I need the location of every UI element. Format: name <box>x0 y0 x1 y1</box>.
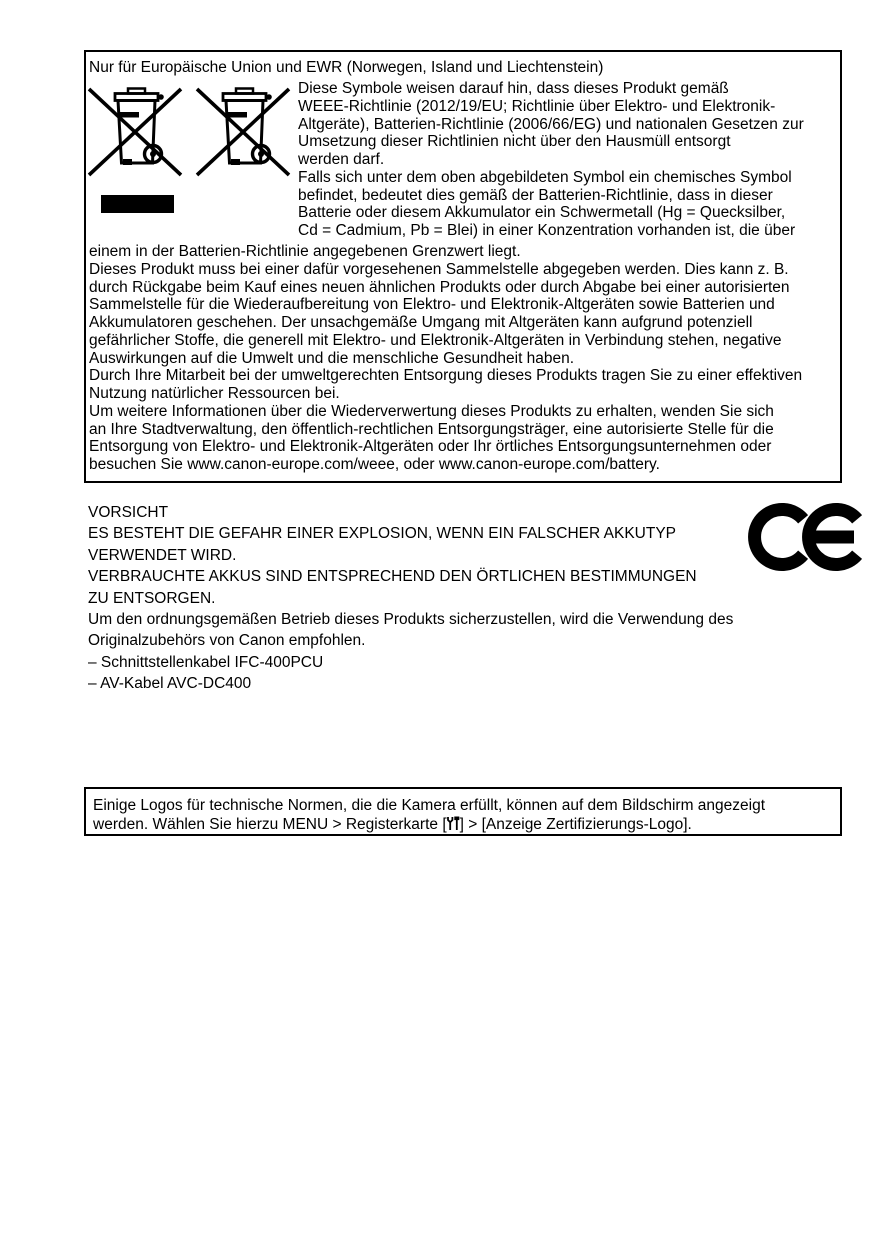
text-line: Batterie oder diesem Akkumulator ein Schwermetall (Hg = Quecksilber, <box>298 204 786 222</box>
setup-tab-wrench-and-hammer-icon <box>447 816 460 831</box>
text-line: WEEE-Richtlinie (2012/19/EU; Richtlinie über Elektro- und Elektronik- <box>298 97 776 115</box>
logos-note-line2-suffix: ] > [Anzeige Zertifizierungs-Logo]. <box>459 815 692 833</box>
text-line: Nutzung natürlicher Ressourcen bei. <box>89 385 340 402</box>
notice-title: Nur für Europäische Union und EWR (Norwegen, Island und Liechtenstein) <box>89 59 604 76</box>
text-line: gefährlicher Stoffe, die generell mit Elektro- und Elektronik-Altgeräten in Verbindung stehen, negative <box>89 331 782 349</box>
text-line: an Ihre Stadtverwaltung, den öffentlich-rechtlichen Entsorgungsträger, eine autorisierte Stelle für die <box>89 420 774 438</box>
text-line: durch Rückgabe beim Kauf eines neuen ähnlichen Produkts oder durch Abgabe bei einer autorisierten <box>89 278 790 296</box>
ce-mark-icon <box>748 500 868 574</box>
logos-note-line2 <box>93 816 840 835</box>
text-line: einem in der Batterien-Richtlinie angegebenen Grenzwert liegt. <box>89 243 521 260</box>
weee-crossed-bin-icon <box>87 87 183 177</box>
text-line: Um den ordnungsgemäßen Betrieb dieses Produkts sicherzustellen, wird die Verwendung des <box>88 611 734 629</box>
text-line: VERWENDET WIRD. <box>88 546 237 564</box>
text-line: Umsetzung dieser Richtlinien nicht über den Hausmüll entsorgt <box>298 133 731 151</box>
text-line: Akkumulatoren geschehen. Der unsachgemäße Umgang mit Altgeräten kann aufgrund potenziell <box>89 314 753 331</box>
text-line: Falls sich unter dem oben abgebildeten Symbol ein chemisches Symbol <box>298 168 792 186</box>
logos-note-line1: Einige Logos für technische Normen, die die Kamera erfüllt, können auf dem Bildschirm angezeigt <box>93 797 766 814</box>
text-line: Entsorgung von Elektro- und Elektronik-Altgeräten oder Ihr örtliches Entsorgungsunternehmen oder <box>89 438 772 456</box>
text-line: Altgeräte), Batterien-Richtlinie (2006/66/EG) und nationalen Gesetzen zur <box>298 115 804 133</box>
notice-right-column <box>298 80 804 240</box>
text-line: ES BESTEHT DIE GEFAHR EINER EXPLOSION, WENN EIN FALSCHER AKKUTYP <box>88 525 676 543</box>
text-line: werden darf. <box>298 151 385 168</box>
text-line: – AV-Kabel AVC-DC400 <box>88 675 252 693</box>
caution-section <box>88 502 733 695</box>
logos-note-line2-prefix: werden. Wählen Sie hierzu MENU > Registerkarte [ <box>93 815 447 833</box>
text-line: VERBRAUCHTE AKKUS SIND ENTSPRECHEND DEN ÖRTLICHEN BESTIMMUNGEN <box>88 568 697 586</box>
disposal-symbols <box>86 52 298 242</box>
chemical-symbol-bar-icon <box>101 195 174 213</box>
text-line: – Schnittstellenkabel IFC-400PCU <box>88 653 324 671</box>
text-line: Originalzubehörs von Canon empfohlen. <box>88 632 366 650</box>
battery-crossed-bin-icon <box>195 87 291 177</box>
text-line: Dieses Produkt muss bei einer dafür vorgesehenen Sammelstelle abgegeben werden. Dies kann z. B. <box>89 260 789 278</box>
text-line: Sammelstelle für die Wiederaufbereitung von Elektro- und Elektronik-Altgeräten sowie Batterien und <box>89 296 775 314</box>
text-line: Auswirkungen auf die Umwelt und die menschliche Gesundheit haben. <box>89 349 575 367</box>
text-line: Durch Ihre Mitarbeit bei der umweltgerechten Entsorgung dieses Produkts tragen Sie zu einer effektiven <box>89 367 803 385</box>
eu-notice-box <box>84 50 842 483</box>
text-line: Cd = Cadmium, Pb = Blei) in einer Konzentration vorhanden ist, die über <box>298 222 796 239</box>
text-line: Um weitere Informationen über die Wiederverwertung dieses Produkts zu erhalten, wenden Sie sich <box>89 402 774 420</box>
text-line: Diese Symbole weisen darauf hin, dass dieses Produkt gemäß <box>298 80 729 97</box>
certification-logos-box <box>84 787 842 836</box>
text-line: ZU ENTSORGEN. <box>88 589 216 607</box>
text-line: VORSICHT <box>88 504 169 521</box>
text-line: besuchen Sie www.canon-europe.com/weee, oder www.canon-europe.com/battery. <box>89 456 660 473</box>
notice-full-width-text <box>89 243 802 474</box>
text-line: befindet, bedeutet dies gemäß der Batterien-Richtlinie, dass in dieser <box>298 186 773 204</box>
